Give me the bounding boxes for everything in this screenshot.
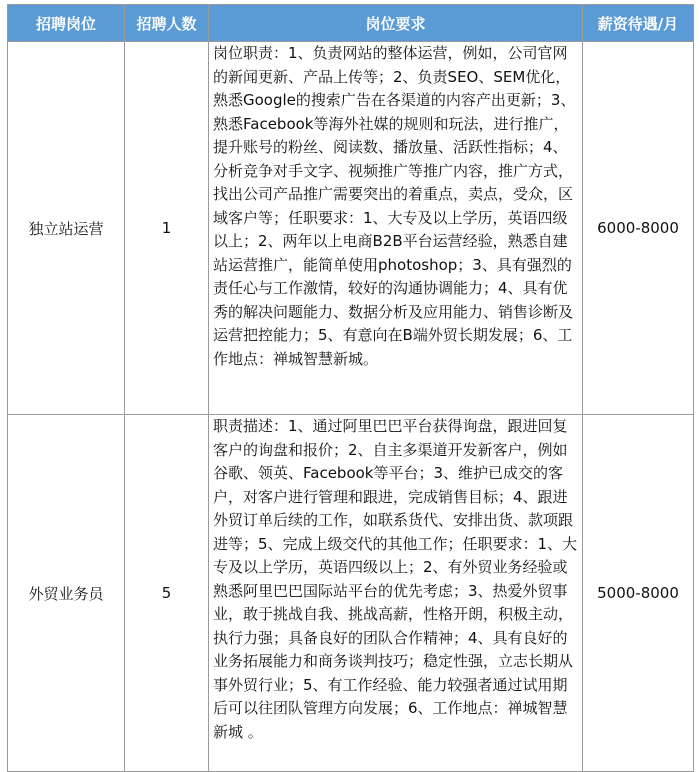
count-cell: 5: [125, 415, 209, 772]
header-position: 招聘岗位: [8, 5, 125, 42]
header-row: [8, 5, 694, 42]
position-cell: 外贸业务员: [8, 415, 125, 772]
position-cell: 独立站运营: [8, 42, 125, 415]
header-count: 招聘人数: [125, 5, 209, 42]
header-salary: 薪资待遇/月: [583, 5, 694, 42]
header-requirements: 岗位要求: [209, 5, 583, 42]
count-cell: 1: [125, 42, 209, 415]
recruitment-table: [7, 4, 694, 772]
requirements-cell: 岗位职责：1、负责网站的整体运营，例如，公司官网的新闻更新、产品上传等；2、负责SEO、SEM优化，熟悉Google的搜索广告在各渠道的内容产出更新；3、熟悉Facebook等海外社媒的规则和玩法，进行推广，提升账号的粉丝、阅读数、播放量、活跃性指标；4、分析竞争对手文字、视频推广等推广内容，推广方式，找出公司产品推广需要突出的着重点，卖点，受众，区域客户等；任职要求：1、大专及以上学历，英语四级以上；2、两年以上电商B2B平台运营经验，熟悉自建站运营推广，能简单使用photoshop；3、具有强烈的责任心与工作激情，较好的沟通协调能力；4、具有优秀的解决问题能力、数据分析及应用能力、销售诊断及运营把控能力；5、有意向在B端外贸长期发展；6、工作地点：禅城智慧新城。: [209, 42, 583, 415]
requirements-cell: 职责描述：1、通过阿里巴巴平台获得询盘，跟进回复客户的询盘和报价；2、自主多渠道开发新客户，例如谷歌、领英、Facebook等平台；3、维护已成交的客户，对客户进行管理和跟进，完成销售目标；4、跟进外贸订单后续的工作，如联系货代、安排出货、款项跟进等；5、完成上级交代的其他工作；任职要求：1、大专及以上学历，英语四级以上；2、有外贸业务经验或熟悉阿里巴巴国际站平台的优先考虑；3、热爱外贸事业，敢于挑战自我、挑战高薪，性格开朗，积极主动，执行力强；具备良好的团队合作精神；4、具有良好的业务拓展能力和商务谈判技巧；稳定性强，立志长期从事外贸行业；5、有工作经验、能力较强者通过试用期后可以往团队管理方向发展；6、工作地点：禅城智慧新城 。: [209, 415, 583, 772]
salary-cell: 6000-8000: [583, 42, 694, 415]
salary-cell: 5000-8000: [583, 415, 694, 772]
table-row: [8, 42, 694, 415]
table-row: [8, 415, 694, 772]
